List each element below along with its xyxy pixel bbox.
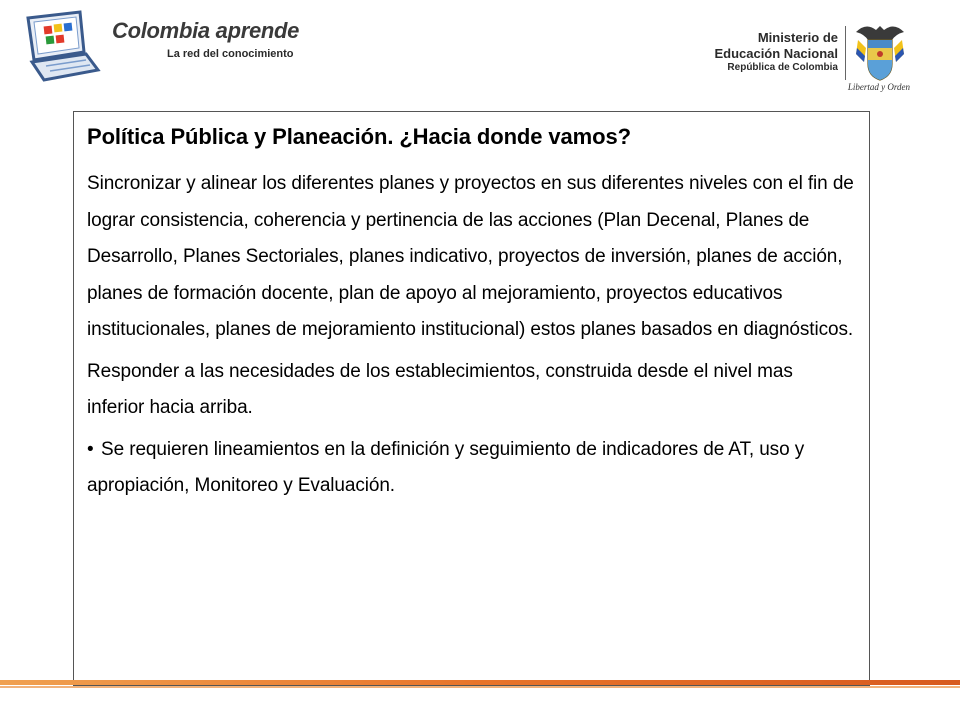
slide-title: Política Pública y Planeación. ¿Hacia donde vamos? — [87, 124, 631, 149]
ministry-logo — [694, 8, 934, 98]
colombia-aprende-logo — [22, 8, 322, 88]
ministry-name-line1: Ministerio de — [757, 30, 838, 45]
brand-subtitle: La red del conocimiento — [167, 48, 294, 60]
content-box — [73, 111, 870, 686]
laptop-logo-icon — [22, 8, 102, 86]
coat-of-arms-icon — [852, 18, 908, 86]
bullet-icon: • — [87, 438, 94, 460]
paragraph-responder: Responder a las necesidades de los establecimientos, construida desde el nivel mas inferior hacia arriba. — [87, 360, 793, 418]
ministry-country: República de Colombia — [727, 62, 838, 73]
paragraph-sincronizar: Sincronizar y alinear los diferentes planes y proyectos en sus diferentes niveles con el fin de lograr consistencia, coherencia y pertinencia de las acciones (Plan Decenal, Planes de Desarrollo, Planes Sectoriales, planes indicativo, proyectos de inversión, planes de acción, planes de formación docente, plan de apoyo al mejoramiento, proyectos educativos institucionales, planes de mejoramiento institucional) estos planes basados en diagnósticos. — [87, 173, 854, 340]
ministry-divider — [845, 26, 846, 80]
bullet-item — [87, 432, 855, 505]
brand-title: Colombia aprende — [112, 18, 300, 43]
footer-rule-thin — [0, 686, 960, 688]
motto: Libertad y Orden — [847, 82, 910, 92]
ministry-name-line2: Educación Nacional — [714, 46, 838, 61]
footer-rule — [0, 680, 960, 685]
bullet-text: Se requieren lineamientos en la definición y seguimiento de indicadores de AT, uso y apropiación, Monitoreo y Evaluación. — [87, 438, 805, 496]
